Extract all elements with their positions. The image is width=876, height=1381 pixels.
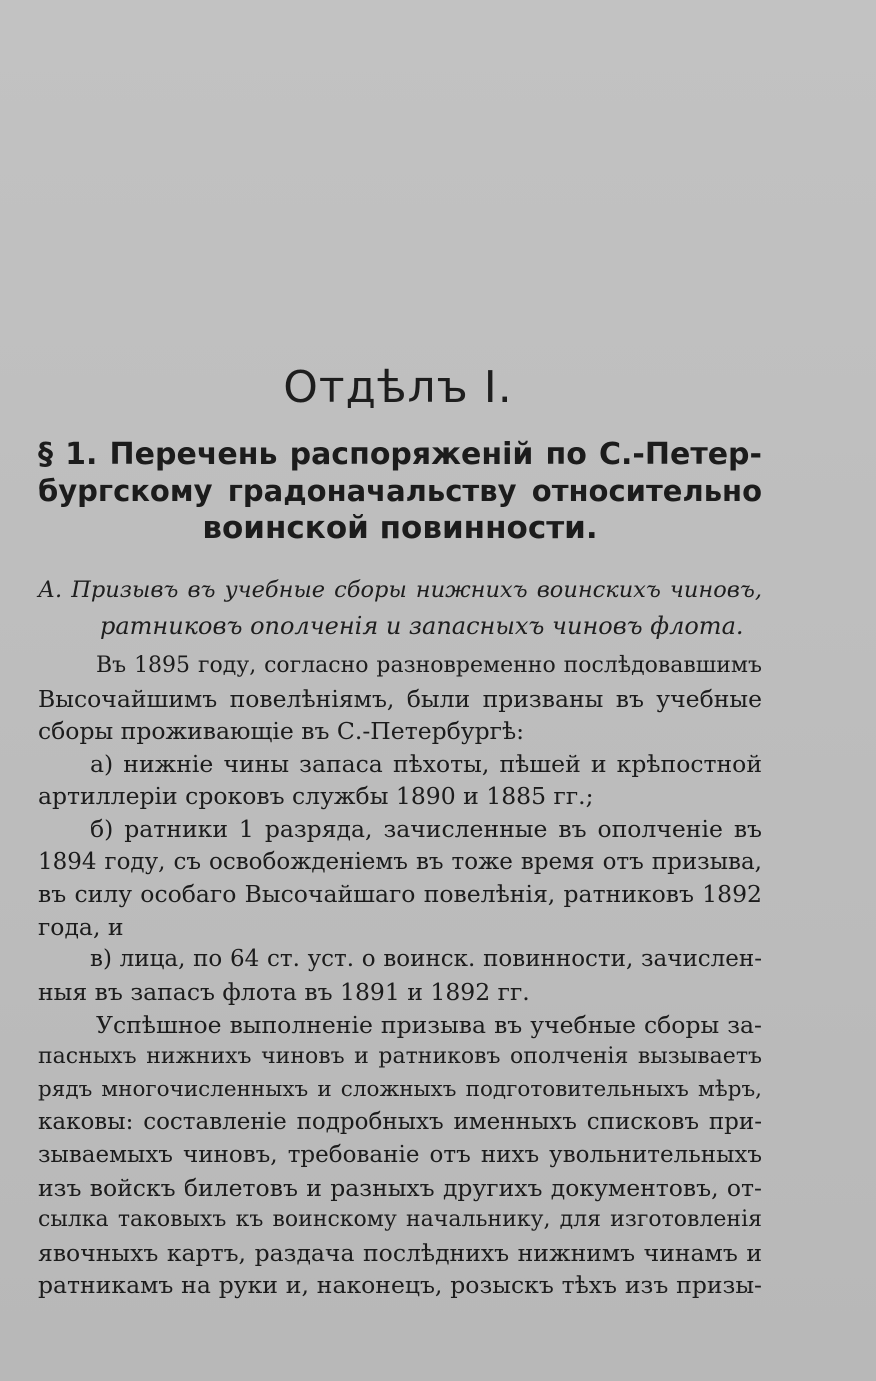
text-line: б) ратники 1 разряда, зачисленные въ ополченіе въ <box>90 814 762 843</box>
text-line: въ силу особаго Высочайшаго повелѣнія, ратниковъ 1892 <box>38 880 762 909</box>
text-line: сборы проживающіе въ С.-Петербургѣ: <box>38 717 525 746</box>
text-line: 1894 году, съ освобожденіемъ въ тоже время отъ призыва, <box>38 848 762 875</box>
text-line: года, и <box>38 912 124 941</box>
text-line: сылка таковыхъ къ воинскому начальнику, для изготовленія <box>38 1207 762 1233</box>
heading-line: воинской повинности. <box>202 510 598 546</box>
body-text <box>38 650 762 1302</box>
heading-line: § 1. Перечень распоряженій по С.-Петер- <box>38 437 762 472</box>
paragraph-heading <box>38 436 762 547</box>
text-line: зываемыхъ чиновъ, требованіе отъ нихъ увольнительныхъ <box>38 1141 762 1168</box>
subheading-line: А. Призывъ въ учебные сборы нижнихъ воинскихъ чиновъ, <box>38 577 762 603</box>
text-line: явочныхъ картъ, раздача послѣднихъ нижнимъ чинамъ и <box>38 1238 762 1267</box>
text-line: Въ 1895 году, согласно разновременно послѣдовавшимъ <box>96 653 762 678</box>
text-line: Успѣшное выполненіе призыва въ учебные сборы за- <box>96 1010 762 1039</box>
section-title: Отдѣлъ I. <box>283 362 513 413</box>
text-line: артиллеріи сроковъ службы 1890 и 1885 гг.; <box>38 782 594 811</box>
text-line: пасныхъ нижнихъ чиновъ и ратниковъ ополченія вызываетъ <box>38 1044 762 1070</box>
text-line: рядъ многочисленныхъ и сложныхъ подготовительныхъ мѣръ, <box>38 1076 762 1102</box>
text-line: а) нижніе чины запаса пѣхоты, пѣшей и крѣпостной <box>90 749 762 778</box>
subsection-heading <box>38 572 762 644</box>
heading-line: бургскому градоначальству относительно <box>38 474 762 508</box>
text-line: Высочайшимъ повелѣніямъ, были призваны въ учебные <box>38 684 762 713</box>
text-line: в) лица, по 64 ст. уст. о воинск. повинности, зачислен- <box>90 946 762 973</box>
text-line: каковы: составленіе подробныхъ именныхъ списковъ при- <box>38 1109 762 1136</box>
text-line: изъ войскъ билетовъ и разныхъ другихъ документовъ, от- <box>38 1173 762 1202</box>
subheading-line: ратниковъ ополченія и запасныхъ чиновъ флота. <box>100 612 744 640</box>
text-line: ратникамъ на руки и, наконецъ, розыскъ тѣхъ изъ призы- <box>38 1271 762 1300</box>
text-line: ныя въ запасъ флота въ 1891 и 1892 гг. <box>38 977 530 1006</box>
